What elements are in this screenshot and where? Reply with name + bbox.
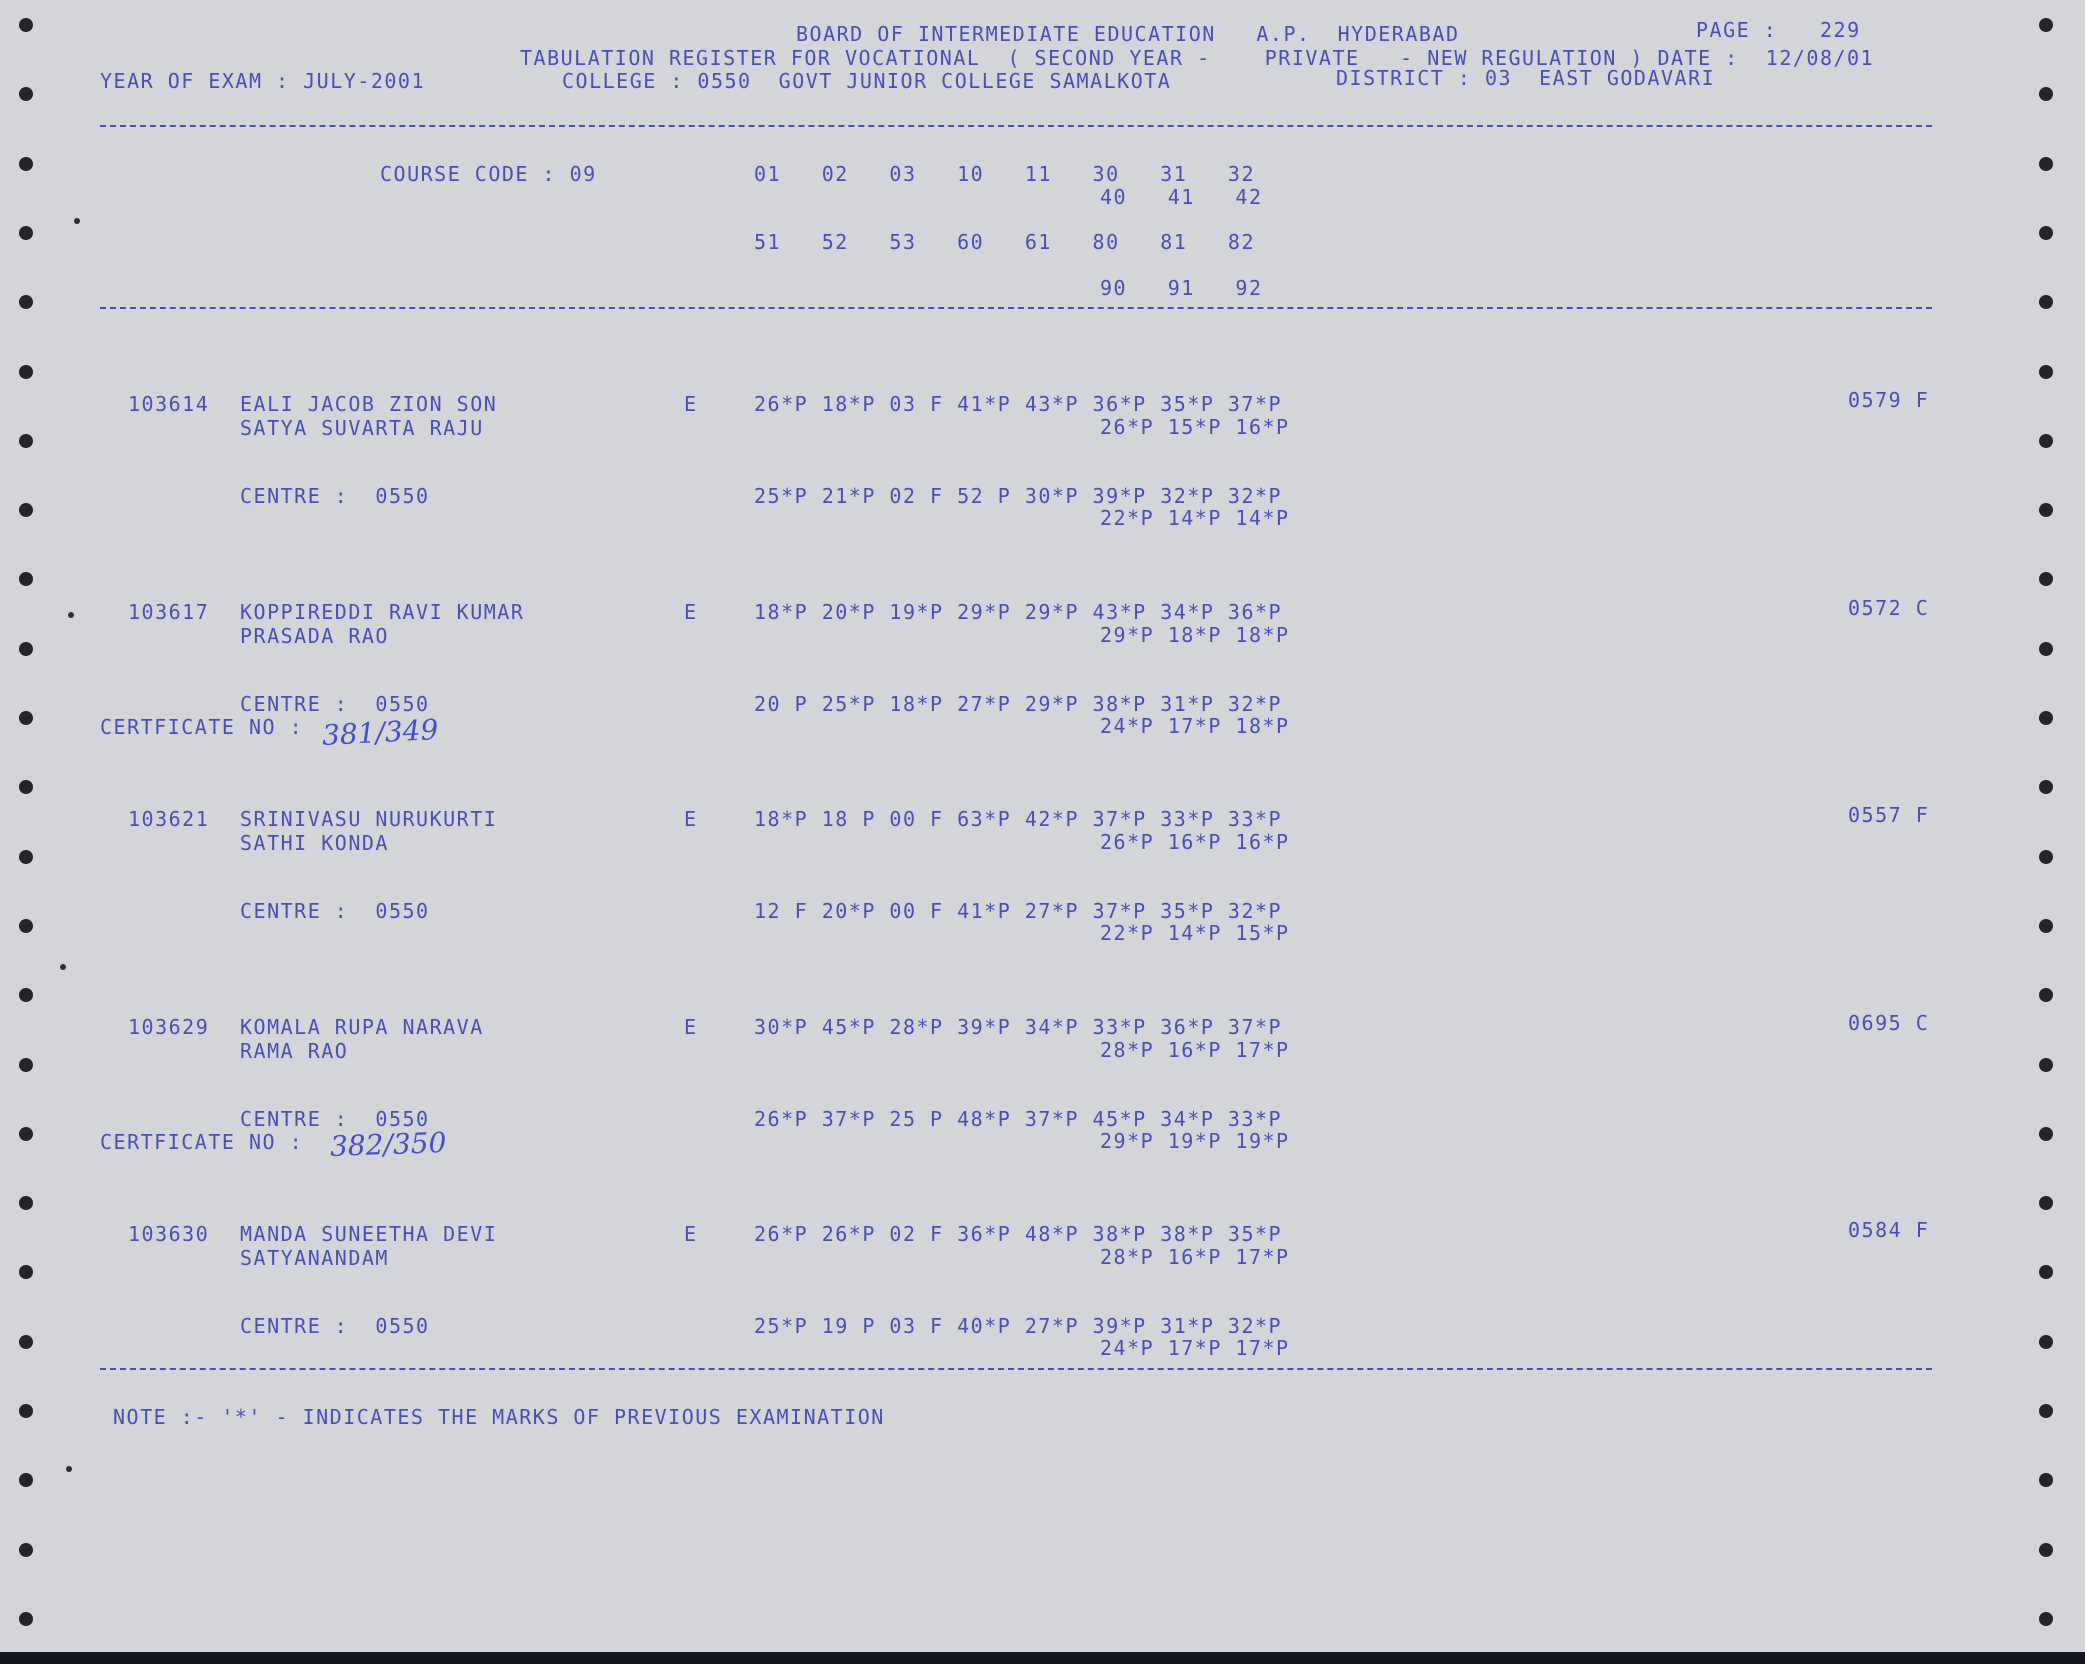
feed-hole (19, 434, 33, 448)
page-number: 229 (1820, 18, 1861, 42)
footnote: NOTE :- '*' - INDICATES THE MARKS OF PREVIOUS EXAMINATION (113, 1405, 885, 1429)
feed-hole (2039, 780, 2053, 794)
feed-hole (19, 365, 33, 379)
marks-row-1: 26*P 18*P 03 F 41*P 43*P 36*P 35*P 37*P (754, 392, 1283, 416)
father-name: SATYANANDAM (240, 1246, 389, 1270)
feed-hole (19, 1473, 33, 1487)
centre-code: CENTRE : 0550 (240, 484, 430, 508)
feed-hole (19, 572, 33, 586)
medium: E (684, 807, 698, 831)
marks-row-2b: 29*P 19*P 19*P (1100, 1129, 1290, 1153)
roll-number: 103617 (128, 600, 210, 624)
feed-hole (2039, 988, 2053, 1002)
feed-hole (2039, 1127, 2053, 1141)
handwritten-certificate-number: 381/349 (321, 712, 440, 753)
paper-speck (60, 964, 66, 970)
feed-hole (19, 1127, 33, 1141)
subject-codes-row-1: 01 02 03 10 11 30 31 32 (754, 162, 1256, 186)
marks-row-2b: 24*P 17*P 17*P (1100, 1336, 1290, 1360)
feed-hole (2039, 850, 2053, 864)
marks-row-2: 25*P 19 P 03 F 40*P 27*P 39*P 31*P 32*P (754, 1314, 1283, 1338)
paper-speck (74, 218, 80, 224)
feed-hole (19, 780, 33, 794)
feed-hole (19, 295, 33, 309)
feed-hole (2039, 295, 2053, 309)
feed-hole (2039, 572, 2053, 586)
marks-row-2b: 24*P 17*P 18*P (1100, 714, 1290, 738)
total-and-result: 0695 C (1848, 1011, 1930, 1035)
medium: E (684, 600, 698, 624)
feed-hole (2039, 1612, 2053, 1626)
medium: E (684, 1015, 698, 1039)
total-and-result: 0584 F (1848, 1218, 1930, 1242)
feed-hole (2039, 1058, 2053, 1072)
handwritten-certificate-number: 382/350 (329, 1125, 447, 1164)
left-tractor-feed-holes (10, 0, 50, 1652)
year-of-exam: YEAR OF EXAM : JULY-2001 (100, 69, 425, 93)
student-name: EALI JACOB ZION SON (240, 392, 498, 416)
roll-number: 103621 (128, 807, 210, 831)
feed-hole (2039, 157, 2053, 171)
marks-row-2: 26*P 37*P 25 P 48*P 37*P 45*P 34*P 33*P (754, 1107, 1283, 1131)
father-name: RAMA RAO (240, 1039, 349, 1063)
feed-hole (2039, 1265, 2053, 1279)
feed-hole (19, 1543, 33, 1557)
father-name: SATYA SUVARTA RAJU (240, 416, 484, 440)
subject-codes-row-3: 90 91 92 (1100, 276, 1263, 300)
marks-row-2: 12 F 20*P 00 F 41*P 27*P 37*P 35*P 32*P (754, 899, 1283, 923)
marks-row-1b: 28*P 16*P 17*P (1100, 1245, 1290, 1269)
certificate-label: CERTFICATE NO : (100, 715, 304, 739)
feed-hole (19, 1404, 33, 1418)
marks-row-1: 18*P 20*P 19*P 29*P 29*P 43*P 34*P 36*P (754, 600, 1283, 624)
feed-hole (2039, 365, 2053, 379)
feed-hole (19, 988, 33, 1002)
student-name: KOMALA RUPA NARAVA (240, 1015, 484, 1039)
college-line: COLLEGE : 0550 GOVT JUNIOR COLLEGE SAMALKOTA (562, 69, 1172, 93)
feed-hole (2039, 87, 2053, 101)
feed-hole (19, 1058, 33, 1072)
total-and-result: 0557 F (1848, 803, 1930, 827)
paper-speck (66, 1466, 72, 1472)
student-name: MANDA SUNEETHA DEVI (240, 1222, 498, 1246)
feed-hole (19, 157, 33, 171)
roll-number: 103629 (128, 1015, 210, 1039)
feed-hole (2039, 1196, 2053, 1210)
feed-hole (19, 1612, 33, 1626)
feed-hole (19, 87, 33, 101)
feed-hole (19, 1265, 33, 1279)
centre-code: CENTRE : 0550 (240, 1107, 430, 1131)
page-label: PAGE : (1696, 18, 1778, 42)
feed-hole (19, 1335, 33, 1349)
marks-row-1b: 28*P 16*P 17*P (1100, 1038, 1290, 1062)
marks-row-1b: 29*P 18*P 18*P (1100, 623, 1290, 647)
feed-hole (19, 642, 33, 656)
feed-hole (2039, 1543, 2053, 1557)
centre-code: CENTRE : 0550 (240, 1314, 430, 1338)
marks-row-1b: 26*P 15*P 16*P (1100, 415, 1290, 439)
feed-hole (2039, 642, 2053, 656)
marks-row-1: 30*P 45*P 28*P 39*P 34*P 33*P 36*P 37*P (754, 1015, 1283, 1039)
feed-hole (2039, 711, 2053, 725)
register-title: TABULATION REGISTER FOR VOCATIONAL ( SECOND YEAR - PRIVATE - NEW REGULATION ) DATE : 12/08/01 (520, 46, 1875, 70)
feed-hole (2039, 503, 2053, 517)
feed-hole (2039, 226, 2053, 240)
course-divider (100, 307, 1932, 309)
subject-codes-row-1b: 40 41 42 (1100, 185, 1263, 209)
feed-hole (2039, 18, 2053, 32)
father-name: SATHI KONDA (240, 831, 389, 855)
right-tractor-feed-holes (2030, 0, 2070, 1652)
feed-hole (2039, 1404, 2053, 1418)
header-divider (100, 125, 1932, 127)
certificate-label: CERTFICATE NO : (100, 1130, 304, 1154)
medium: E (684, 1222, 698, 1246)
marks-row-2b: 22*P 14*P 15*P (1100, 921, 1290, 945)
feed-hole (2039, 919, 2053, 933)
total-and-result: 0572 C (1848, 596, 1930, 620)
marks-row-1: 18*P 18 P 00 F 63*P 42*P 37*P 33*P 33*P (754, 807, 1283, 831)
centre-code: CENTRE : 0550 (240, 899, 430, 923)
total-and-result: 0579 F (1848, 388, 1930, 412)
feed-hole (19, 503, 33, 517)
subject-codes-row-2: 51 52 53 60 61 80 81 82 (754, 230, 1256, 254)
marks-row-2: 20 P 25*P 18*P 27*P 29*P 38*P 31*P 32*P (754, 692, 1283, 716)
roll-number: 103630 (128, 1222, 210, 1246)
feed-hole (19, 919, 33, 933)
board-title: BOARD OF INTERMEDIATE EDUCATION A.P. HYDERABAD (796, 22, 1460, 46)
footer-divider (100, 1368, 1932, 1370)
course-code-label: COURSE CODE : 09 (380, 162, 597, 186)
student-name: KOPPIREDDI RAVI KUMAR (240, 600, 525, 624)
marks-row-2b: 22*P 14*P 14*P (1100, 506, 1290, 530)
feed-hole (2039, 434, 2053, 448)
feed-hole (19, 850, 33, 864)
marks-row-1b: 26*P 16*P 16*P (1100, 830, 1290, 854)
roll-number: 103614 (128, 392, 210, 416)
feed-hole (19, 18, 33, 32)
feed-hole (2039, 1335, 2053, 1349)
student-name: SRINIVASU NURUKURTI (240, 807, 498, 831)
marks-row-2: 25*P 21*P 02 F 52 P 30*P 39*P 32*P 32*P (754, 484, 1283, 508)
medium: E (684, 392, 698, 416)
centre-code: CENTRE : 0550 (240, 692, 430, 716)
marks-row-1: 26*P 26*P 02 F 36*P 48*P 38*P 38*P 35*P (754, 1222, 1283, 1246)
feed-hole (19, 711, 33, 725)
father-name: PRASADA RAO (240, 624, 389, 648)
feed-hole (19, 226, 33, 240)
paper-speck (68, 612, 74, 618)
feed-hole (2039, 1473, 2053, 1487)
district-line: DISTRICT : 03 EAST GODAVARI (1336, 66, 1716, 90)
feed-hole (19, 1196, 33, 1210)
